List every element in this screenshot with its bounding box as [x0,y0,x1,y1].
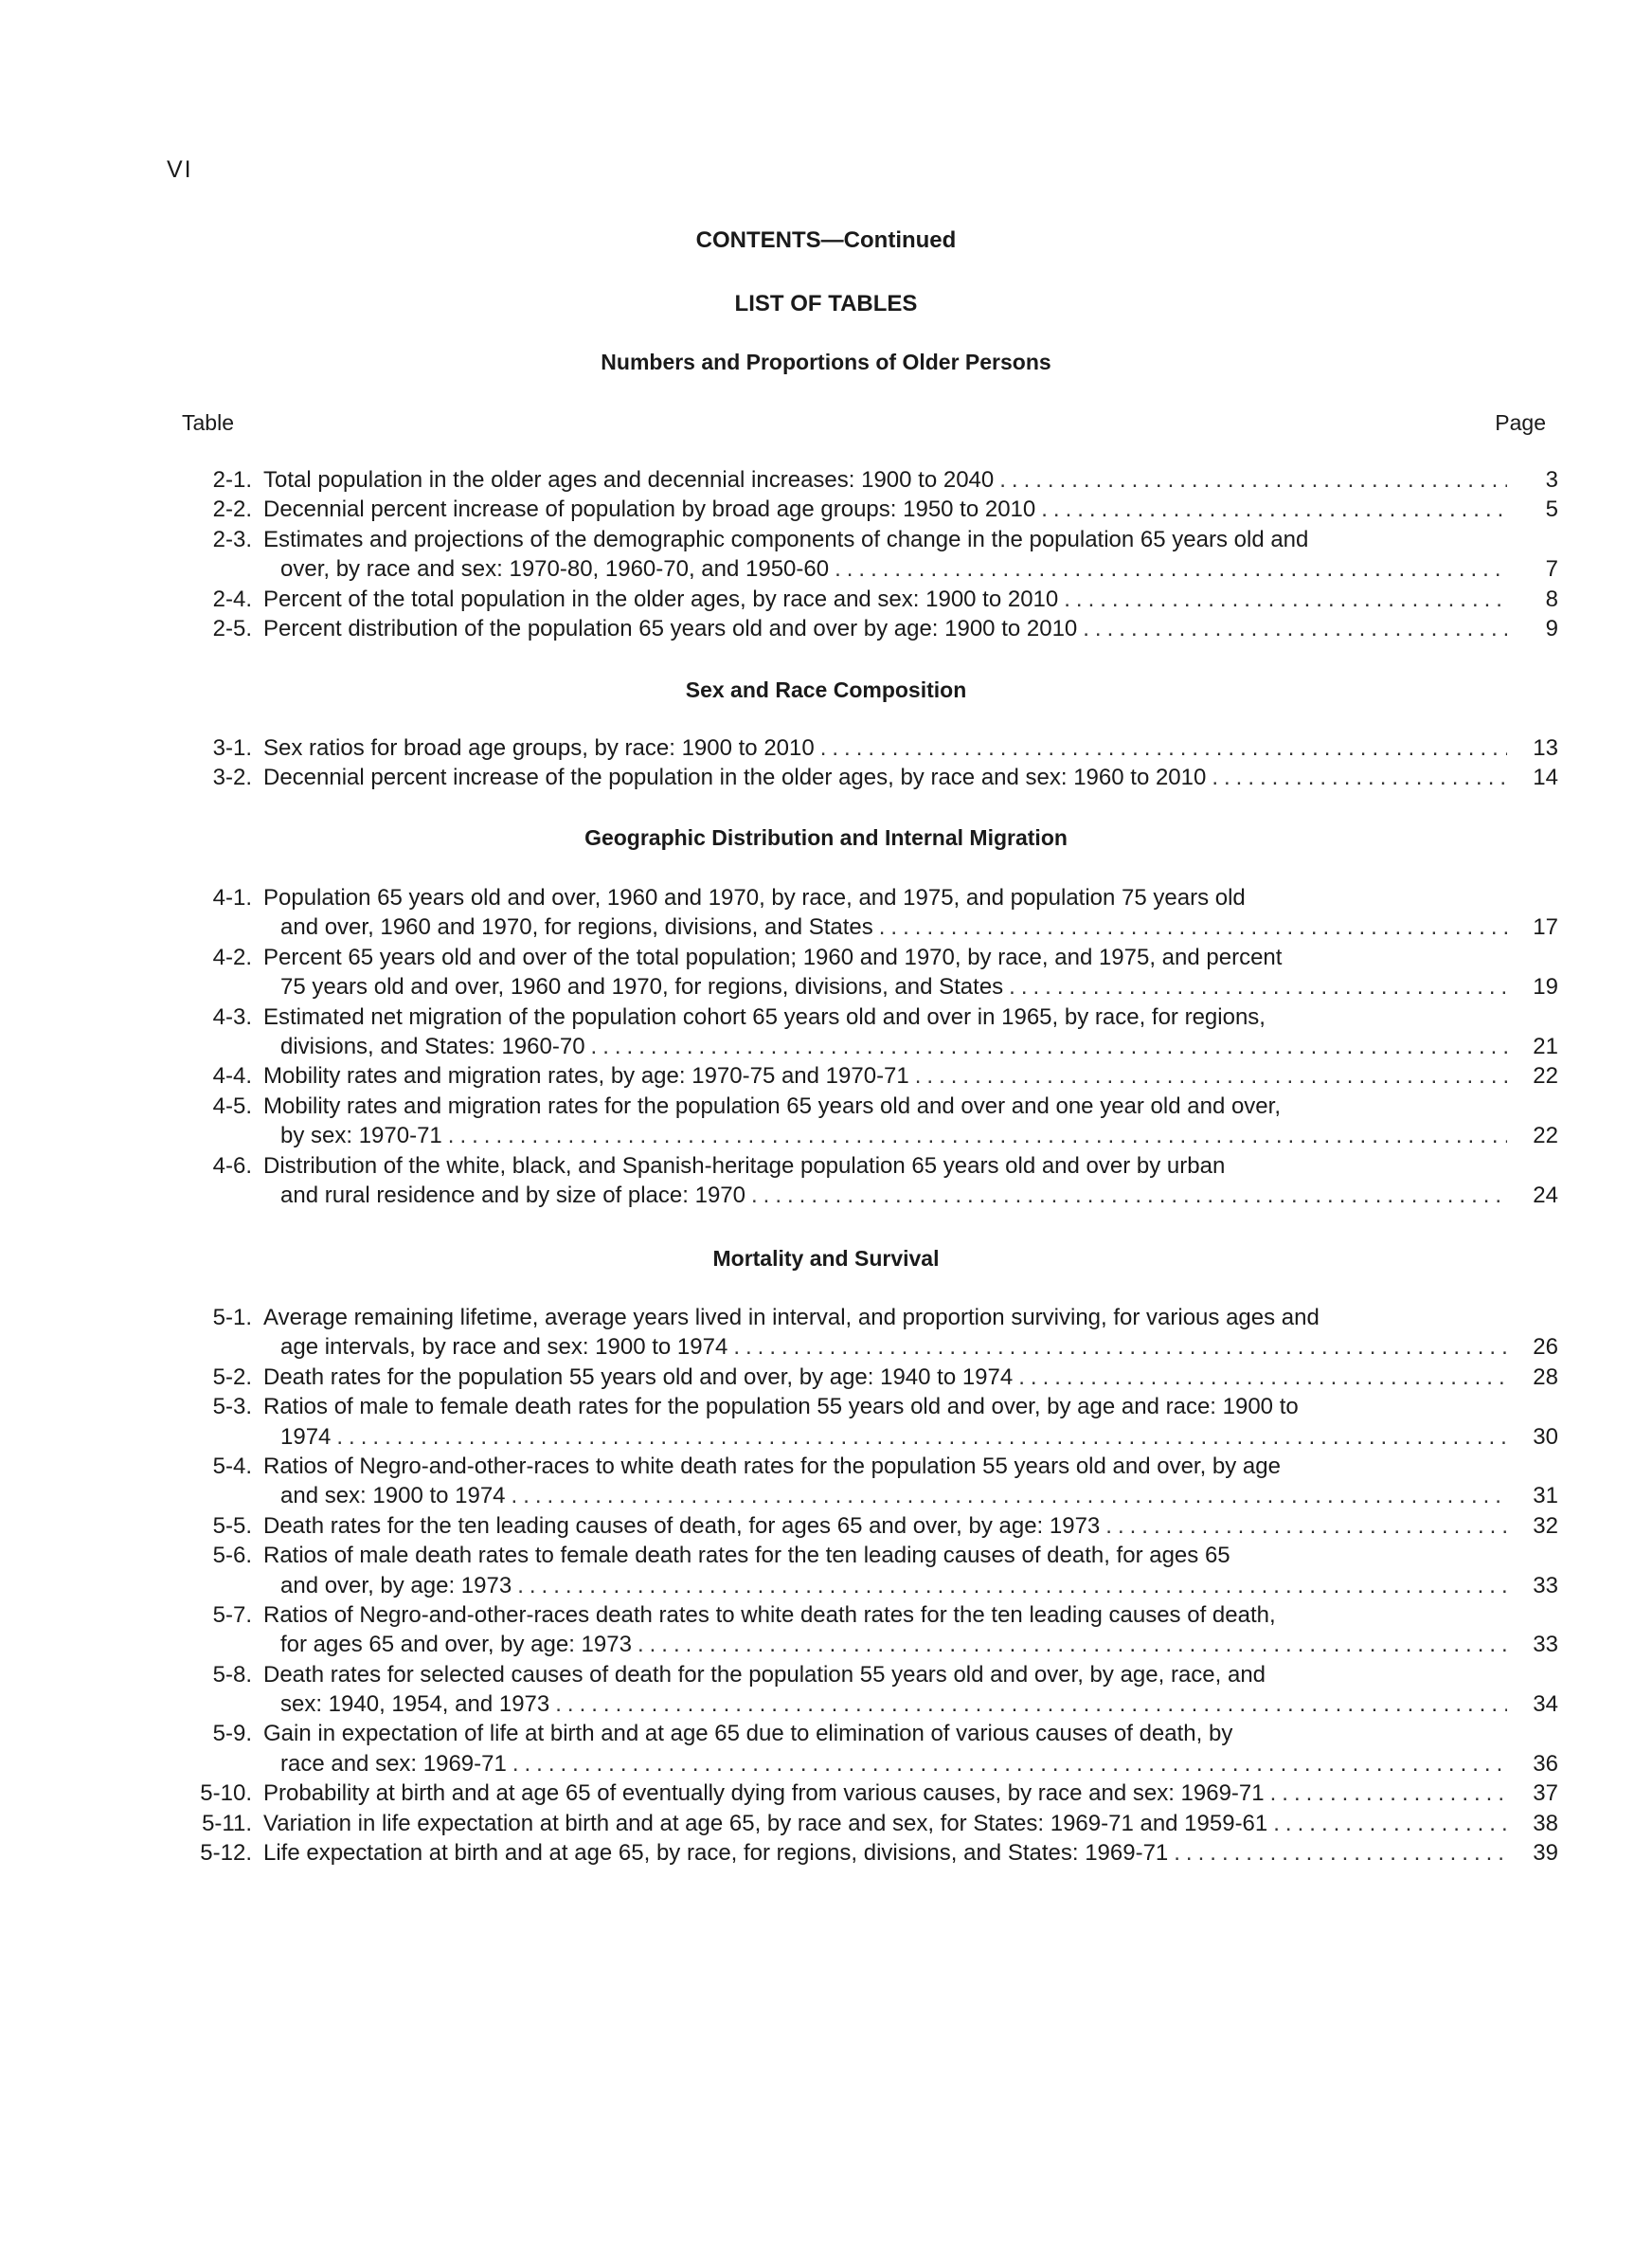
section-mortality-and-survival [0,1243,1652,1273]
table-title-text: Death rates for selected causes of death for the population 55 years old and over, by age, race, and [263,1661,1266,1688]
toc-entry-line [161,1092,1558,1121]
toc-entry [161,1303,1558,1363]
table-title-text: and sex: 1900 to 1974 [280,1483,506,1509]
toc-entry-line [161,614,1558,643]
toc-entry-line [161,1571,1558,1600]
toc-entry [161,1392,1558,1452]
dot-leader [751,1181,1507,1210]
table-title-text: divisions, and States: 1960-70 [280,1033,585,1059]
toc-entry-line [161,1121,1558,1150]
page-number: 19 [1533,974,1558,1001]
page-number: 33 [1533,1632,1558,1658]
page-number: 14 [1533,765,1558,791]
page-number: 34 [1533,1691,1558,1718]
page-number: 22 [1533,1063,1558,1090]
page-number: 9 [1545,615,1558,641]
toc-entry-line [161,1332,1558,1362]
section-title: Numbers and Proportions of Older Persons [601,350,1051,374]
dot-leader [999,465,1507,495]
dot-leader [448,1121,1507,1150]
table-number: 5-8. [212,1661,252,1688]
page-number: 8 [1545,586,1558,612]
table-title-text: Percent of the total population in the older ages, by race and sex: 1900 to 2010 [263,586,1059,612]
table-number: 2-4. [212,586,252,612]
table-number: 5-2. [212,1363,252,1390]
dot-leader [820,733,1507,763]
section-numbers-and-proportions [0,347,1652,377]
toc-entry-line [161,465,1558,495]
table-title-text: Total population in the older ages and decennial increases: 1900 to 2040 [263,467,995,493]
table-title-text: Sex ratios for broad age groups, by race: 1900 to 2010 [263,735,815,761]
toc-entry-line [161,1600,1558,1630]
table-title-text: Ratios of male death rates to female death rates for the ten leading causes of death, for ages 65 [263,1543,1230,1569]
table-title-text: Percent distribution of the population 65 years old and over by age: 1900 to 2010 [263,615,1078,641]
page-column-header: Page [1495,410,1546,435]
table-number: 4-4. [212,1063,252,1090]
table-number: 5-7. [212,1601,252,1628]
toc-entries-section-5 [161,1303,1558,1868]
table-number: 5-6. [212,1543,252,1569]
table-number: 4-3. [212,1003,252,1030]
toc-entry-line [161,1630,1558,1659]
table-title-text: Variation in life expectation at birth and at age 65, by race and sex, for States: 1969-71 and 1959-61 [263,1810,1268,1836]
toc-entry-line [161,1749,1558,1779]
table-number: 4-2. [212,944,252,970]
section-geographic-distribution [0,822,1652,853]
table-number: 4-5. [212,1092,252,1119]
table-title-text: 75 years old and over, 1960 and 1970, for regions, divisions, and States [280,974,1004,1001]
toc-entry [161,1151,1558,1211]
dot-leader [1083,614,1507,643]
dot-leader [1018,1363,1507,1392]
toc-entry-line [161,1061,1558,1091]
toc-entry-line [161,495,1558,524]
dot-leader [1064,585,1507,614]
contents-heading: CONTENTS—Continued [695,227,957,253]
toc-entry [161,1600,1558,1660]
page-number: 33 [1533,1572,1558,1598]
toc-entry [161,1719,1558,1779]
toc-entry [161,525,1558,585]
table-title-text: Decennial percent increase of the population in the older ages, by race and sex: 1960 to 2010 [263,765,1207,791]
table-number: 3-1. [212,735,252,761]
toc-entry [161,1511,1558,1541]
table-title-text: by sex: 1970-71 [280,1123,442,1149]
dot-leader [555,1689,1507,1719]
section-sex-and-race [0,675,1652,705]
table-title-text: Ratios of Negro-and-other-races death rates to white death rates for the ten leading causes of death, [263,1601,1276,1628]
toc-entry-line [161,1363,1558,1392]
dot-leader [637,1630,1507,1659]
toc-entry [161,614,1558,643]
table-number: 5-4. [212,1453,252,1479]
table-title-text: over, by race and sex: 1970-80, 1960-70, and 1950-60 [280,556,830,583]
dot-leader [1009,972,1507,1002]
toc-entry [161,495,1558,524]
page-number: 7 [1545,556,1558,583]
toc-entry-line [161,1779,1558,1808]
toc-entries-section-2 [161,465,1558,643]
table-title-text: Death rates for the ten leading causes of death, for ages 65 and over, by age: 1973 [263,1512,1101,1539]
dot-leader [1212,763,1507,792]
dot-leader [733,1332,1507,1362]
toc-entry-line [161,1511,1558,1541]
toc-entry-line [161,1809,1558,1838]
toc-entry-line [161,1452,1558,1481]
table-number: 5-3. [212,1394,252,1420]
toc-entries-section-3 [161,733,1558,793]
toc-entries-section-4 [161,883,1558,1210]
page-number: 21 [1533,1033,1558,1059]
page-number: 28 [1533,1363,1558,1390]
table-title-text: and rural residence and by size of place: 1970 [280,1182,745,1208]
toc-entry-line [161,1689,1558,1719]
toc-entry-line [161,1151,1558,1181]
toc-entry-line [161,912,1558,942]
page-number: 3 [1545,467,1558,493]
table-number: 5-5. [212,1512,252,1539]
section-title: Sex and Race Composition [685,677,967,702]
dot-leader [1174,1838,1507,1868]
page-number: 38 [1533,1810,1558,1836]
toc-entry [161,1541,1558,1600]
table-number: 4-1. [212,885,252,911]
table-number: 5-12. [200,1840,252,1867]
table-title-text: Decennial percent increase of population by broad age groups: 1950 to 2010 [263,497,1036,523]
table-title-text: and over, by age: 1973 [280,1572,512,1598]
toc-entry [161,733,1558,763]
toc-entry-line [161,1838,1558,1868]
table-number: 4-6. [212,1152,252,1179]
page-number: 22 [1533,1123,1558,1149]
table-number: 2-5. [212,615,252,641]
toc-entry-line [161,733,1558,763]
page-number: 30 [1533,1423,1558,1450]
table-title-text: Percent 65 years old and over of the total population; 1960 and 1970, by race, and 1975, and percent [263,944,1283,970]
list-of-tables-heading: LIST OF TABLES [734,291,918,316]
toc-entry-line [161,1002,1558,1032]
toc-entry [161,1779,1558,1808]
toc-entry-line [161,1032,1558,1061]
table-number: 2-1. [212,467,252,493]
dot-leader [517,1571,1507,1600]
toc-entry [161,1002,1558,1062]
table-title-text: Distribution of the white, black, and Spanish-heritage population 65 years old and over by urban [263,1152,1226,1179]
table-title-text: Estimated net migration of the population cohort 65 years old and over in 1965, by race, for regions, [263,1003,1266,1030]
toc-entry-line [161,1481,1558,1510]
table-title-text: Probability at birth and at age 65 of eventually dying from various causes, by race and sex: 1969-71 [263,1780,1265,1807]
toc-entry [161,1838,1558,1868]
page-number: 26 [1533,1334,1558,1361]
table-number: 2-2. [212,497,252,523]
table-number: 5-10. [200,1780,252,1807]
dot-leader [591,1032,1507,1061]
table-title-text: and over, 1960 and 1970, for regions, divisions, and States [280,914,873,941]
table-title-text: for ages 65 and over, by age: 1973 [280,1632,632,1658]
table-number: 2-3. [212,526,252,552]
page-number: 39 [1533,1840,1558,1867]
page-number: 37 [1533,1780,1558,1807]
table-title-text: Population 65 years old and over, 1960 and 1970, by race, and 1975, and population 75 years old [263,885,1246,911]
table-number: 3-2. [212,765,252,791]
dot-leader [1273,1809,1507,1838]
table-number: 5-11. [202,1810,252,1836]
toc-entry [161,1363,1558,1392]
toc-entry [161,1660,1558,1720]
toc-entry [161,943,1558,1002]
toc-entry-line [161,1719,1558,1748]
table-number: 5-9. [212,1721,252,1747]
dot-leader [835,554,1507,584]
page-folio: VI [167,156,193,183]
dot-leader [1041,495,1507,524]
table-title-text: Mobility rates and migration rates, by age: 1970-75 and 1970-71 [263,1063,909,1090]
page-number: 31 [1533,1483,1558,1509]
table-title-text: Death rates for the population 55 years old and over, by age: 1940 to 1974 [263,1363,1014,1390]
table-number: 5-1. [212,1305,252,1330]
table-title-text: 1974 [280,1423,332,1450]
toc-entry-line [161,1422,1558,1452]
page-number: 5 [1545,497,1558,523]
toc-entry-line [161,585,1558,614]
toc-entry-line [161,1541,1558,1570]
table-title-text: Mobility rates and migration rates for the population 65 years old and over and one year old and over, [263,1092,1281,1119]
table-title-text: Estimates and projections of the demographic components of change in the population 65 years old and [263,526,1309,552]
toc-entry-line [161,1181,1558,1210]
dot-leader [512,1749,1507,1779]
toc-entry [161,465,1558,495]
toc-entry-line [161,763,1558,792]
toc-entry-line [161,1303,1558,1332]
page-number: 24 [1533,1182,1558,1208]
toc-entry [161,585,1558,614]
dot-leader [512,1481,1507,1510]
toc-entry [161,1452,1558,1511]
toc-entry-line [161,1660,1558,1689]
table-title-text: Average remaining lifetime, average years lived in interval, and proportion surviving, for various ages and [263,1305,1320,1330]
table-title-text: Life expectation at birth and at age 65, by race, for regions, divisions, and States: 1969-71 [263,1840,1169,1867]
dot-leader [915,1061,1507,1091]
page-number: 17 [1533,914,1558,941]
section-title: Geographic Distribution and Internal Migration [584,825,1068,850]
page-number: 13 [1533,735,1558,761]
dot-leader [1105,1511,1507,1541]
table-column-header: Table [182,410,234,435]
toc-entry [161,1061,1558,1091]
dot-leader [1270,1779,1507,1808]
table-title-text: Ratios of Negro-and-other-races to white death rates for the population 55 years old and over, by age [263,1453,1281,1479]
table-title-text: Ratios of male to female death rates for the population 55 years old and over, by age and race: 1900 to [263,1394,1299,1420]
toc-entry [161,1092,1558,1151]
dot-leader [879,912,1507,942]
toc-entry-line [161,972,1558,1002]
toc-entry [161,763,1558,792]
table-title-text: Gain in expectation of life at birth and at age 65 due to elimination of various causes of death, by [263,1721,1233,1747]
page-number: 36 [1533,1750,1558,1777]
toc-entry-line [161,554,1558,584]
table-title-text: age intervals, by race and sex: 1900 to 1974 [280,1334,728,1361]
table-title-text: sex: 1940, 1954, and 1973 [280,1691,550,1718]
toc-entry-line [161,883,1558,912]
dot-leader [336,1422,1507,1452]
page-number: 32 [1533,1512,1558,1539]
table-title-text: race and sex: 1969-71 [280,1750,507,1777]
toc-entry-line [161,943,1558,972]
toc-entry-line [161,525,1558,554]
section-title: Mortality and Survival [712,1246,940,1271]
toc-entry [161,883,1558,943]
toc-entry [161,1809,1558,1838]
toc-entry-line [161,1392,1558,1421]
